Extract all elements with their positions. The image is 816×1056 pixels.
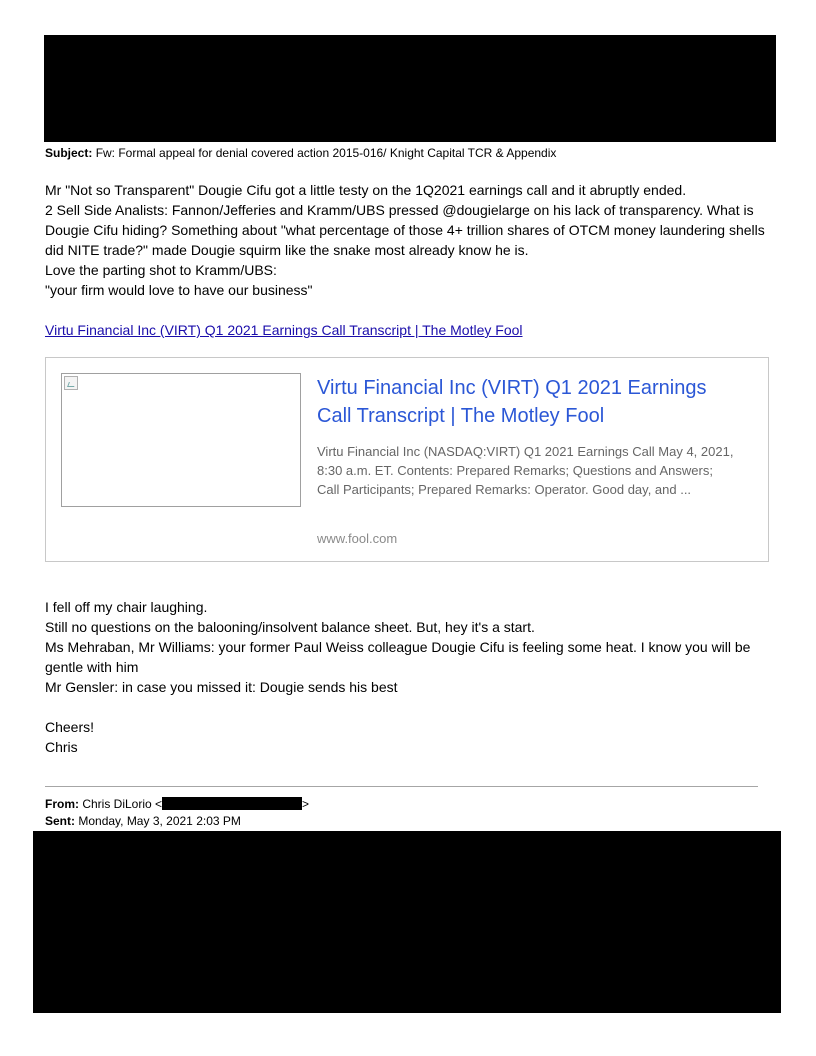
outro-paragraph: Mr Gensler: in case you missed it: Dougie sends his best [45, 679, 398, 695]
signoff-greeting: Cheers! [45, 719, 95, 735]
intro-paragraph: 2 Sell Side Analists: Fannon/Jefferies and Kramm/UBS pressed @dougielarge on his lack of transparency. What is Dougie Cifu hiding? Something about "what percentage of those 4+ trillion shares of OTCM money laundering shells did NITE trade?" made Dougie squirm like the snake most already know he is. [45, 202, 765, 258]
email-outro [45, 597, 775, 757]
header-divider [45, 786, 758, 787]
subject-label: Subject: [45, 146, 93, 160]
sent-value: Monday, May 3, 2021 2:03 PM [78, 814, 241, 828]
from-line [45, 796, 309, 812]
broken-image-icon [64, 376, 78, 390]
redacted-email [162, 797, 302, 810]
redaction-block-top [44, 35, 776, 142]
from-close: > [302, 797, 310, 811]
intro-paragraph: "your firm would love to have our business" [45, 282, 313, 298]
from-label: From: [45, 797, 79, 811]
preview-domain: www.fool.com [317, 531, 398, 546]
link-preview-card[interactable] [45, 357, 769, 562]
preview-title[interactable]: Virtu Financial Inc (VIRT) Q1 2021 Earnings Call Transcript | The Motley Fool [317, 377, 707, 427]
intro-paragraph: Love the parting shot to Kramm/UBS: [45, 262, 277, 278]
sent-label: Sent: [45, 814, 75, 828]
subject-value: Fw: Formal appeal for denial covered action 2015-016/ Knight Capital TCR & Appendix [95, 146, 557, 160]
article-link[interactable]: Virtu Financial Inc (VIRT) Q1 2021 Earnings Call Transcript | The Motley Fool [45, 322, 523, 338]
outro-paragraph: Ms Mehraban, Mr Williams: your former Paul Weiss colleague Dougie Cifu is feeling some heat. I know you will be gentle with him [45, 639, 751, 675]
outro-paragraph: I fell off my chair laughing. [45, 599, 208, 615]
from-name: Chris DiLorio < [82, 797, 163, 811]
outro-paragraph: Still no questions on the balooning/insolvent balance sheet. But, hey it's a start. [45, 619, 535, 635]
preview-description: Virtu Financial Inc (NASDAQ:VIRT) Q1 2021 Earnings Call May 4, 2021, 8:30 a.m. ET. Contents: Prepared Remarks; Questions and Answers; Call Participants; Prepared Remarks: Operator. Good day, and ... [317, 444, 734, 497]
preview-image [61, 373, 301, 507]
sent-line [45, 813, 241, 829]
email-intro [45, 180, 775, 300]
subject-line [45, 145, 785, 161]
intro-paragraph: Mr "Not so Transparent" Dougie Cifu got a little testy on the 1Q2021 earnings call and it abruptly ended. [45, 182, 687, 198]
redaction-block-bottom [33, 831, 781, 1013]
signoff-name: Chris [45, 739, 78, 755]
